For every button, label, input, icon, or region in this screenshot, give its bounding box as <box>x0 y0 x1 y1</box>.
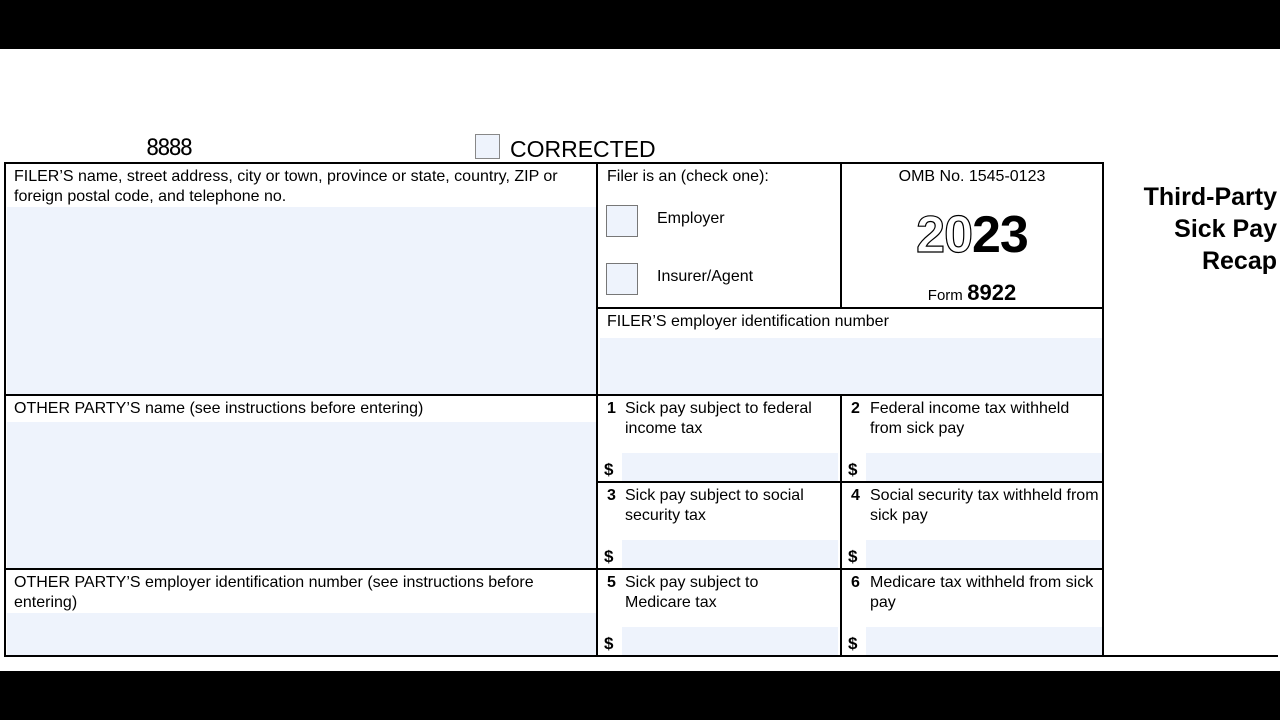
box-4-number: 4 <box>851 487 860 504</box>
box-4-label: Social security tax withheld from sick pay <box>870 487 1099 524</box>
box-1-number: 1 <box>607 400 616 417</box>
box-4-input[interactable] <box>866 540 1102 568</box>
form-word: Form <box>927 287 963 304</box>
tax-year-prefix: 20 <box>916 206 972 264</box>
divider-box-columns <box>840 394 842 657</box>
form-number-line <box>842 280 1102 306</box>
filer-name-label: FILER’S name, street address, city or town, province or state, country, ZIP or foreign postal code, and telephone no. <box>14 168 558 205</box>
box-5-input[interactable] <box>622 627 838 655</box>
tax-year <box>842 207 1102 263</box>
other-party-ein-label: OTHER PARTY’S employer identification number (see instructions before entering) <box>14 574 534 611</box>
box-2-dollar-sign: $ <box>848 460 858 479</box>
filer-ein-label: FILER’S employer identification number <box>607 313 889 330</box>
box-5-dollar-sign: $ <box>604 634 614 653</box>
box-6-dollar-sign: $ <box>848 634 858 653</box>
title-line-1: Third-Party <box>1143 183 1277 211</box>
divider-row-2 <box>596 481 1104 483</box>
box-6-label: Medicare tax withheld from sick pay <box>870 574 1094 611</box>
employer-option-label: Employer <box>657 210 725 227</box>
box-2-input[interactable] <box>866 453 1102 481</box>
box-3-label: Sick pay subject to social security tax <box>625 487 804 524</box>
other-party-name-label: OTHER PARTY’S name (see instructions before entering) <box>14 400 424 417</box>
divider-row-1 <box>4 394 1104 396</box>
box-1-input[interactable] <box>622 453 838 481</box>
box-5-label: Sick pay subject to Medicare tax <box>625 574 759 611</box>
insurer-agent-checkbox[interactable] <box>606 263 638 295</box>
other-party-ein-input[interactable] <box>7 613 596 656</box>
filer-type-label: Filer is an (check one): <box>607 168 769 185</box>
box-4-dollar-sign: $ <box>848 547 858 566</box>
filer-ein-input[interactable] <box>600 338 1102 394</box>
box-6-input[interactable] <box>866 627 1102 655</box>
form-page <box>0 49 1280 671</box>
employer-checkbox[interactable] <box>606 205 638 237</box>
box-2-label: Federal income tax withheld from sick pay <box>870 400 1070 437</box>
divider-row-3 <box>4 568 1104 570</box>
box-2-number: 2 <box>851 400 860 417</box>
divider-ein-row <box>596 307 1104 309</box>
form-right-border <box>1102 162 1104 657</box>
corrected-label: CORRECTED <box>510 136 656 162</box>
divider-left-column <box>596 162 598 657</box>
insurer-agent-option-label: Insurer/Agent <box>657 268 754 285</box>
box-1-label: Sick pay subject to federal income tax <box>625 400 812 437</box>
filer-name-input[interactable] <box>7 207 596 394</box>
control-code: 8888 <box>146 136 191 161</box>
omb-number: OMB No. 1545-0123 <box>898 168 1046 185</box>
box-3-number: 3 <box>607 487 616 504</box>
title-line-2: Sick Pay <box>1174 215 1277 243</box>
box-5-number: 5 <box>607 574 616 591</box>
form-top-border <box>4 162 1104 164</box>
box-3-input[interactable] <box>622 540 838 568</box>
form-number: 8922 <box>967 280 1017 305</box>
tax-year-suffix: 23 <box>972 206 1028 264</box>
form-title <box>1107 181 1277 277</box>
form-left-border <box>4 162 6 657</box>
form-bottom-border <box>4 655 1278 657</box>
box-1-dollar-sign: $ <box>604 460 614 479</box>
title-line-3: Recap <box>1201 247 1277 275</box>
box-3-dollar-sign: $ <box>604 547 614 566</box>
box-6-number: 6 <box>851 574 860 591</box>
corrected-checkbox[interactable] <box>475 134 500 159</box>
other-party-name-input[interactable] <box>7 422 596 569</box>
